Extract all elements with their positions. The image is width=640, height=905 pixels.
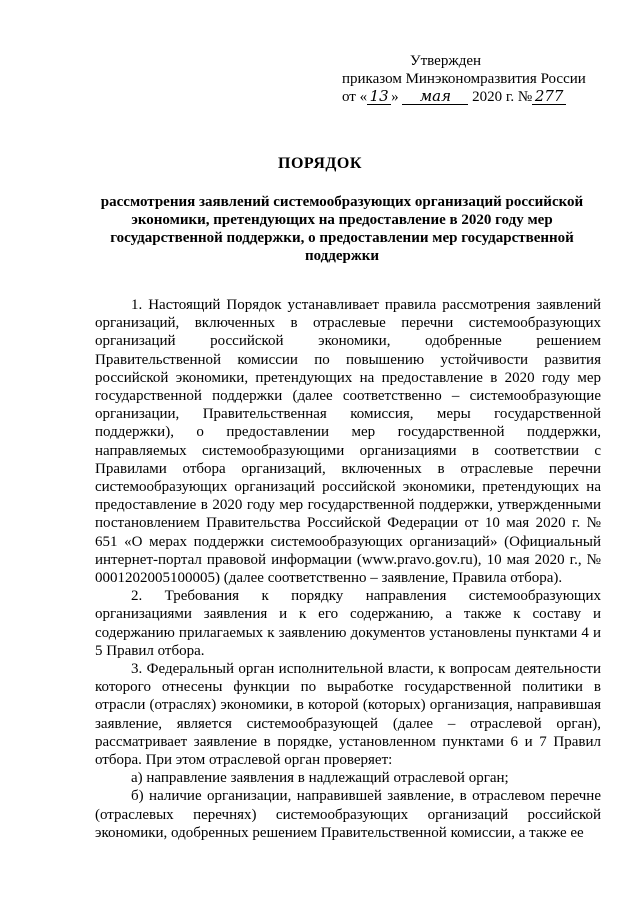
date-year-number: 2020 г. №: [472, 89, 533, 105]
date-quote-close: »: [391, 89, 399, 105]
date-prefix: от «: [342, 89, 368, 105]
order-number: 277: [532, 88, 566, 105]
date-day: 13: [367, 88, 391, 105]
approval-block: [340, 52, 600, 110]
approval-title: Утвержден: [410, 53, 482, 69]
paragraph-2: 2. Требования к порядку направления системообразующих организациями заявления и к его содержанию, а также к составу и содержанию прилагаемых к заявлению документов установлены пунктами 4 и 5 Правил отбора.: [95, 588, 601, 659]
paragraph-3b: б) наличие организации, направившей заявление, в отраслевом перечне (отраслевых перечнях) системообразующих организаций российской экономики, одобренных решением Правительственной комиссии, а также ее: [95, 788, 601, 841]
date-month: мая: [402, 88, 468, 105]
document-body: [95, 296, 601, 842]
document-title: ПОРЯДОК: [278, 155, 362, 172]
approval-date-line: [340, 88, 600, 110]
document-subtitle: рассмотрения заявлений системообразующих организаций российской экономики, претендующих на предоставление в 2020 году мер государственной поддержки, о предоставлении мер государственной поддержки: [100, 194, 584, 264]
paragraph-3a: а) направление заявления в надлежащий отраслевой орган;: [131, 770, 509, 787]
approval-order: приказом Минэкономразвития России: [342, 71, 586, 87]
paragraph-1: 1. Настоящий Порядок устанавливает правила рассмотрения заявлений организаций, включенных в отраслевые перечни системообразующих организаций российской экономики, одобренные решением Правительственной комиссии по повышению устойчивости развития российской экономики, претендующих на предоставление в 2020 году мер государственной поддержки (далее соответственно – системообразующие организации, Правительственная комиссия, меры государственной поддержки), о предоставлении мер государственной поддержки, направляемых системообразующими организациями в соответствии с Правилами отбора организаций, включенных в отраслевые перечни системообразующих организаций российской экономики, претендующих на предоставление в 2020 году мер государственной поддержки, утвержденными постановлением Правительства Российской Федерации от 10 мая 2020 г. № 651 «О мерах поддержки системообразующих организаций» (Официальный интернет-портал правовой информации (www.pravo.gov.ru), 10 мая 2020 г., № 0001202005100005) (далее соответственно – заявление, Правила отбора).: [95, 297, 601, 587]
paragraph-3: 3. Федеральный орган исполнительной власти, к вопросам деятельности которого отнесены функции по выработке государственной политики в отрасли (отраслях) экономики, в которой (которых) организация, направившая заявление, является системообразующей (далее – отраслевой орган), рассматривает заявление в порядке, установленном пунктами 6 и 7 Правил отбора. При этом отраслевой орган проверяет:: [95, 661, 601, 769]
